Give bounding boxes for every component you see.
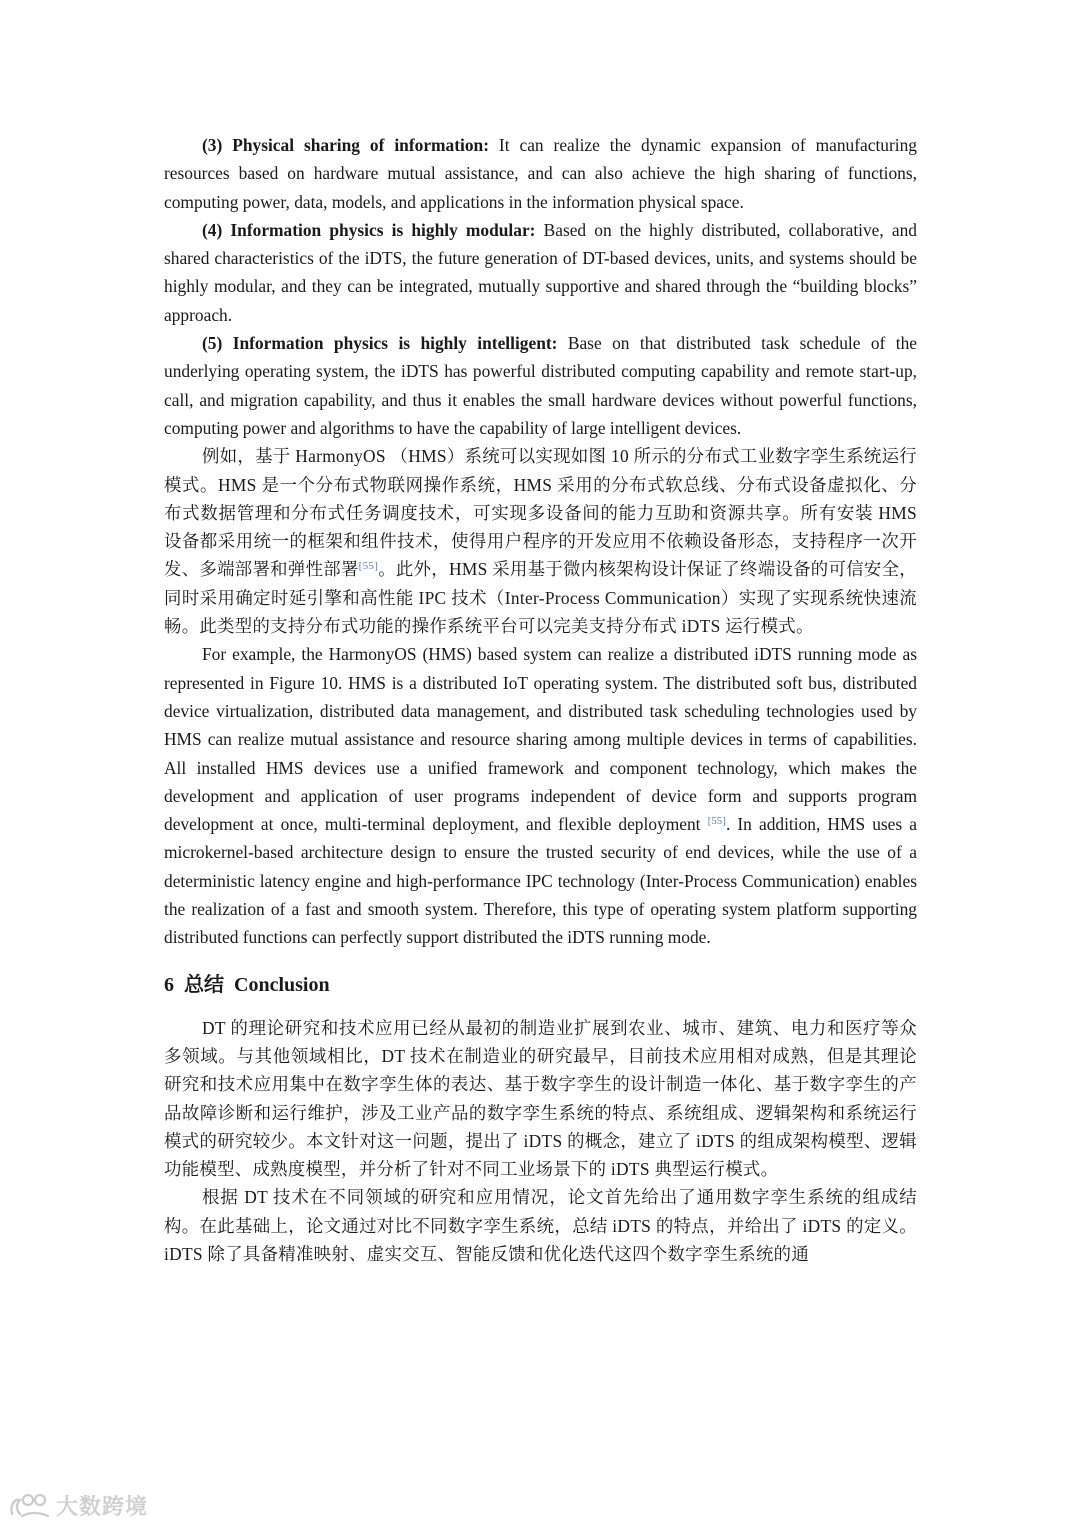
paragraph-en-harmonyos — [164, 640, 917, 951]
citation-link[interactable]: [55] — [707, 815, 726, 828]
paragraph-text: 例如，基于 HarmonyOS （HMS）系统可以实现如图 10 所示的分布式工业数字孪生系统运行模式。HMS 是一个分布式物联网操作系统，HMS 采用的分布式软总线、分布式设备虚拟化、分布式数据管理和分布式任务调度技术，可实现多设备间的能力互助和资源共享。所有安装 HMS 设备都采用统一的框架和组件技术，使得用户程序的开发应用不依赖设备形态，支持程序一次开发、多端部署和弹性部署 — [164, 446, 917, 580]
section-heading-conclusion — [164, 971, 917, 999]
citation-link[interactable]: [55] — [358, 560, 379, 573]
paragraph-lead: (4) Information physics is highly modular: — [202, 219, 536, 240]
paragraph-conclusion-2: 根据 DT 技术在不同领域的研究和应用情况，论文首先给出了通用数字孪生系统的组成结构。在此基础上，论文通过对比不同数字孪生系统，总结 iDTS 的特点，并给出了 iDTS 的定义。iDTS 除了具备精准映射、虚实交互、智能反馈和优化迭代这四个数字孪生系统的通 — [164, 1187, 917, 1264]
paragraph-text: . In addition, HMS uses a microkernel-based architecture design to ensure the trusted security of end devices, while the use of a deterministic latency engine and high-performance IPC technology (Inter-Process Communication) enables the realization of a fast and smooth system. Therefore, this type of operating system platform supporting distributed functions can perfectly support distributed the iDTS running mode. — [164, 814, 917, 948]
paragraph-lead: (3) Physical sharing of information: — [202, 135, 490, 155]
paragraph-physical-sharing — [164, 131, 917, 216]
section-title-en: Conclusion — [234, 973, 330, 996]
paragraph-text: For example, the HarmonyOS (HMS) based system can realize a distributed iDTS running mode as represented in Figure 10. HMS is a distributed IoT operating system. The distributed soft bus, distributed device virtualization, distributed data management, and distributed task scheduling technologies used by HMS can realize mutual assistance and resource sharing among multiple devices in terms of capabilities. All installed HMS devices use a unified framework and component technology, which makes the development and application of user programs independent of device form and supports program development at once, multi-terminal deployment, and flexible deployment — [164, 644, 917, 835]
watermark — [8, 1488, 148, 1522]
paragraph-text: It can realize the dynamic expansion of manufacturing resources based on hardware mutual assistance, and can also achieve the high sharing of functions, computing power, data, models, and applications in the information physical space. — [164, 135, 917, 212]
section-number: 6 — [164, 973, 174, 996]
paragraph-lead: (5) Information physics is highly intelligent: — [202, 333, 558, 354]
watermark-logo-icon — [8, 1490, 52, 1520]
paragraph-highly-intelligent — [164, 329, 917, 442]
paragraph-text: Base on that distributed task schedule of the underlying operating system, the iDTS has powerful distributed computing capability and remote start-up, call, and migration capability, and thus it enables the small hardware devices without powerful functions, computing power and algorithms to have the capability of large intelligent devices. — [164, 333, 917, 438]
paragraph-highly-modular — [164, 216, 917, 329]
paragraph-zh-harmonyos — [164, 442, 917, 640]
paragraph-text: 。此外，HMS 采用基于微内核架构设计保证了终端设备的可信安全，同时采用确定时延引擎和高性能 IPC 技术（Inter-Process Communication）实现了实现系统快速流畅。此类型的支持分布式功能的操作系统平台可以完美支持分布式 iDTS 运行模式。 — [164, 559, 917, 637]
watermark-text: 大数跨境 — [56, 1494, 149, 1520]
paragraph-conclusion-1: DT 的理论研究和技术应用已经从最初的制造业扩展到农业、城市、建筑、电力和医疗等众多领域。与其他领域相比，DT 技术在制造业的研究最早，目前技术应用相对成熟，但是其理论研究和技术应用集中在数字孪生体的表达、基于数字孪生的设计制造一体化、基于数字孪生的产品故障诊断和运行维护，涉及工业产品的数字孪生系统的特点、系统组成、逻辑架构和系统运行模式的研究较少。本文针对这一问题，提出了 iDTS 的概念，建立了 iDTS 的组成架构模型、逻辑功能模型、成熟度模型，并分析了针对不同工业场景下的 iDTS 典型运行模式。 — [164, 1017, 917, 1180]
paragraph-text: Based on the highly distributed, collaborative, and shared characteristics of the iDTS, the future generation of DT-based devices, units, and systems should be highly modular, and they can be integrated, mutually supportive and shared through the “building blocks” approach. — [164, 219, 917, 325]
section-title-zh: 总结 — [184, 973, 224, 996]
page-content — [164, 131, 917, 1268]
